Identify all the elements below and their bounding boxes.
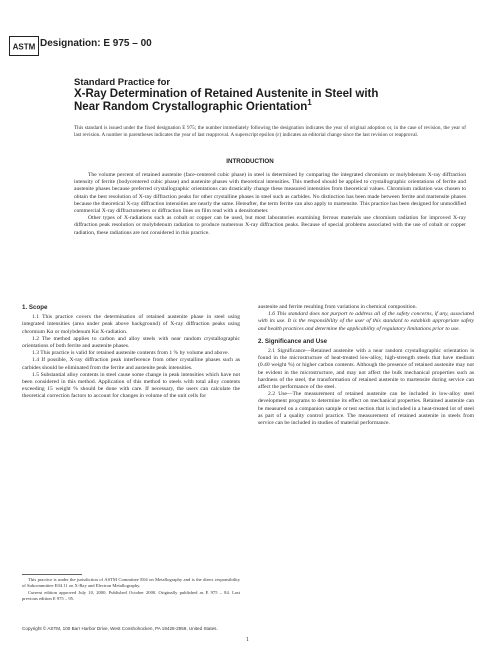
section-1-1: 1.1 This practice covers the determination of retained austenite phase in steel using integrated intensities (area under peak above background) of X-ray diffraction peaks using chromium Kα or molybdenum Kα X-radiation.: [22, 314, 240, 335]
section-1-6: 1.6 This standard does not purport to address all of the safety concerns, if any, associated with its use. It is the responsibility of the user of this standard to establish appropriate safety and health practices and determine the applicability of regulatory limitations prior to use.: [258, 311, 474, 332]
footnote-1: This practice is under the jurisdiction of ASTM Committee E04 on Metallography and is the direct responsibility of Subcommittee E04.11 on X-Ray and Electron Metallography.: [22, 577, 240, 588]
footnote-2: Current edition approved July 10, 2000. Published October 2000. Originally published as E 975 – 84. Last previous edition E 975 – 95.: [22, 590, 240, 601]
section-1-5-continued: austenite and ferrite resulting from variations in chemical composition.: [258, 304, 417, 310]
significance-heading: 2. Significance and Use: [258, 337, 328, 345]
section-1-5: 1.5 Substantial alloy contents in steel cause some change in peak intensities which have not been considered in this method. Application of this method to steels with total alloy contents exceeding 15 weight % should be done with care. If necessary, the users can calculate the theoretical correction factors to account for changes in volume of the unit cells for: [22, 371, 240, 400]
standard-notice: This standard is issued under the fixed designation E 975; the number immediately following the designation indicates the year of original adoption or, in the case of revision, the year of last revision. A number in parentheses indicates the year of last reapproval. A superscript epsilon (ε) indicates an editorial change since the last revision or reapproval.: [74, 125, 466, 138]
scope-heading: 1. Scope: [22, 304, 48, 311]
svg-text:ASTM: ASTM: [12, 42, 36, 52]
section-1-3: 1.3 This practice is valid for retained austenite contents from 1 % by volume and above.: [32, 350, 230, 357]
introduction-paragraph: Other types of X-radiations such as cobalt or copper can be used, but most laboratories examining ferrous materials use chromium radiation for improved X-ray diffraction peak resolution or molybdenum radiation to produce numerous X-ray diffraction peaks. Because of special problems associated with the use of cobalt or copper radiation, these radiations are not considered in this practice.: [74, 215, 466, 236]
right-column: [258, 304, 474, 427]
footnote-divider: [22, 574, 82, 575]
title-footnote-mark: 1: [307, 98, 312, 108]
document-title: [74, 77, 454, 114]
copyright-notice: Copyright © ASTM, 100 Barr Harbor Drive, West Conshohocken, PA 19428-2959, United States.: [22, 626, 218, 631]
introduction-body: [74, 172, 466, 237]
footnotes: [22, 577, 240, 603]
title-line-1: Standard Practice for: [74, 77, 171, 88]
page-number: 1: [246, 637, 249, 643]
section-1-2: 1.2 The method applies to carbon and alloy steels with near random crystallographic orientations of both ferrite and austenite phases.: [22, 335, 240, 350]
section-1-4: 1.4 If possible, X-ray diffraction peak interference from other crystalline phases such as carbides should be eliminated from the ferrite and austenite peak intensities.: [22, 357, 240, 371]
title-line-3: Near Random Crystallographic Orientation: [74, 101, 308, 113]
section-2-1: 2.1 Significance—Retained austenite with a near random crystallographic orientation is found in the microstructure of heat-treated low-alloy, high-strength steels that have medium (0.40 weight %) or higher carbon contents. Although the presence of retained austenite may not be evident in the microstructure, and may not affect the bulk mechanical properties such as hardness of the steel, the transformation of retained austenite to martensite during service can affect the performance of the steel.: [258, 348, 474, 391]
left-column: [22, 304, 240, 401]
title-line-2: X-Ray Determination of Retained Austenite in Steel with: [74, 88, 379, 100]
astm-logo: [9, 36, 39, 56]
introduction-paragraph: The volume percent of retained austenite (face-centered cubic phase) in steel is determined by comparing the integrated chromium or molybdenum X-ray diffraction intensity of ferrite (bodycentered cubic phase) and austenite phases with theoretical intensities. This method should be applied to crystallographic orientations of ferrite and austenite phases because preferred crystallographic orientations can drastically change these measured intensities from theoretical values. Chromium radiation was chosen to obtain the best resolution of X-ray diffraction peaks for other crystalline phases in steel such as carbides. No distinction has been made between ferrite and martensite phases because the theoretical X-ray diffraction intensities are nearly the same. Hereafter, the term ferrite can also apply to martensite. This practice has been designed for unmodified commercial X-ray diffractometers or diffraction lines on film read with a densitometer.: [74, 172, 466, 215]
section-2-2: 2.2 Use—The measurement of retained austenite can be included in low-alloy steel development programs to determine its effect on mechanical properties. Retained austenite can be measured on a companion sample or test section that is included in a heat-treated lot of steel as part of a quality control practice. The measurement of retained austenite in steels from service can be included in studies of material performance.: [258, 391, 474, 427]
introduction-heading: INTRODUCTION: [226, 158, 274, 165]
designation: Designation: E 975 – 00: [40, 38, 152, 49]
